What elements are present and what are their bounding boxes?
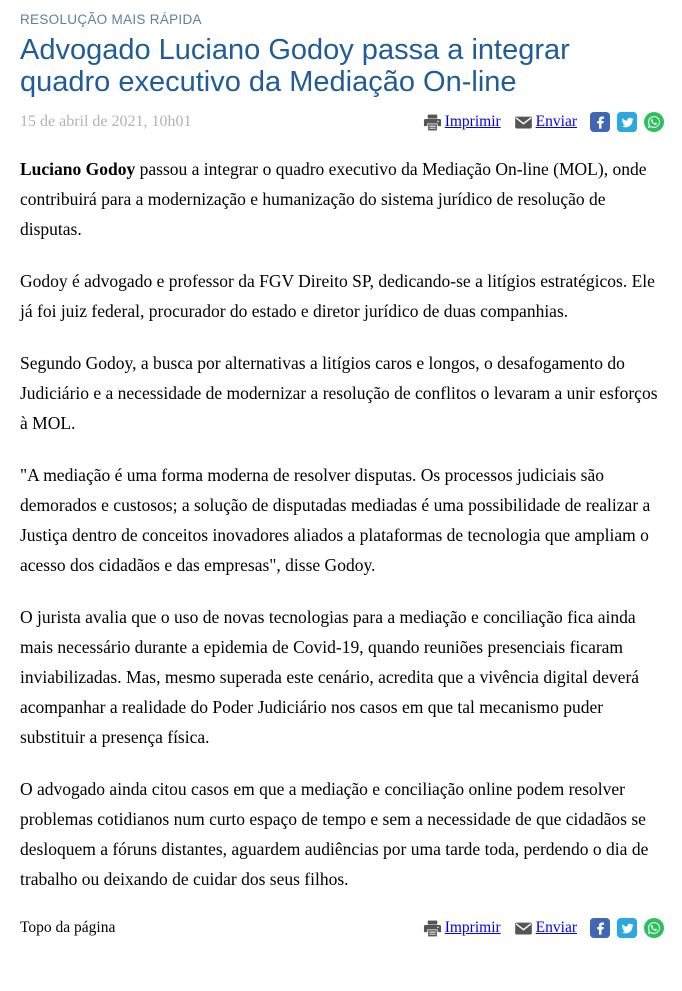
send-link-label: Enviar	[535, 113, 577, 130]
facebook-icon[interactable]	[590, 918, 610, 938]
article-paragraph: Segundo Godoy, a busca por alternativas a litígios caros e longos, o desafogamento do Judiciário e a necessidade de modernizar a resolução de conflitos o levaram a unir esforços à MOL.	[20, 353, 658, 433]
article-paragraph: Godoy é advogado e professor da FGV Direito SP, dedicando-se a litígios estratégicos. Ele já foi juiz federal, procurador do estado e diretor jurídico de duas companhias.	[20, 271, 655, 321]
facebook-icon[interactable]	[590, 112, 610, 132]
whatsapp-icon[interactable]	[644, 112, 664, 132]
article-lead-name: Luciano Godoy	[20, 159, 136, 179]
article-paragraph-text: passou a integrar o quadro executivo da Mediação On-line (MOL), onde contribuirá para a modernização e humanização do sistema jurídico de resolução de disputas.	[20, 159, 647, 239]
send-link-label: Enviar	[535, 919, 577, 936]
meta-row	[20, 110, 664, 134]
publish-date: 15 de abril de 2021, 10h01	[20, 113, 192, 130]
top-of-page-link[interactable]: Topo da página	[20, 919, 116, 936]
envelope-icon	[514, 919, 533, 938]
article-paragraph: O jurista avalia que o uso de novas tecnologias para a mediação e conciliação fica ainda mais necessário durante a epidemia de Covid-19, quando reuniões presenciais ficaram inviabilizadas. Mas, mesmo superada este cenário, acredita que a vivência digital deverá acompanhar a realidade do Poder Judiciário nos casos em que tal mecanismo puder substituir a presença física.	[20, 607, 640, 747]
article-body	[20, 154, 664, 894]
print-link[interactable]	[423, 919, 501, 938]
article-paragraph: O advogado ainda citou casos em que a mediação e conciliação online podem resolver problemas cotidianos num curto espaço de tempo e sem a necessidade de que cidadãos se desloquem a fóruns distantes, aguardem audiências por uma tarde toda, perdendo o dia de trabalho ou deixando de cuidar dos seus filhos.	[20, 779, 649, 889]
page-title: Advogado Luciano Godoy passa a integrar quadro executivo da Mediação On-line	[20, 34, 570, 98]
footer-row	[20, 916, 664, 940]
share-tools-top	[423, 112, 664, 132]
twitter-icon[interactable]	[617, 918, 637, 938]
twitter-icon[interactable]	[617, 112, 637, 132]
print-link-label: Imprimir	[444, 919, 501, 936]
article-paragraph	[20, 154, 664, 244]
print-link[interactable]	[423, 113, 501, 132]
printer-icon	[423, 113, 442, 132]
printer-icon	[423, 919, 442, 938]
category-label: RESOLUÇÃO MAIS RÁPIDA	[20, 12, 202, 27]
share-tools-bottom	[423, 918, 664, 938]
send-link[interactable]	[514, 919, 577, 938]
article-paragraph: "A mediação é uma forma moderna de resolver disputas. Os processos judiciais são demorados e custosos; a solução de disputadas mediadas é uma possibilidade de realizar a Justiça dentro de conceitos inovadores aliados a plataformas de tecnologia que ampliam o acesso dos cidadãos e das empresas", disse Godoy.	[20, 465, 651, 575]
whatsapp-icon[interactable]	[644, 918, 664, 938]
print-link-label: Imprimir	[444, 113, 501, 130]
envelope-icon	[514, 113, 533, 132]
send-link[interactable]	[514, 113, 577, 132]
